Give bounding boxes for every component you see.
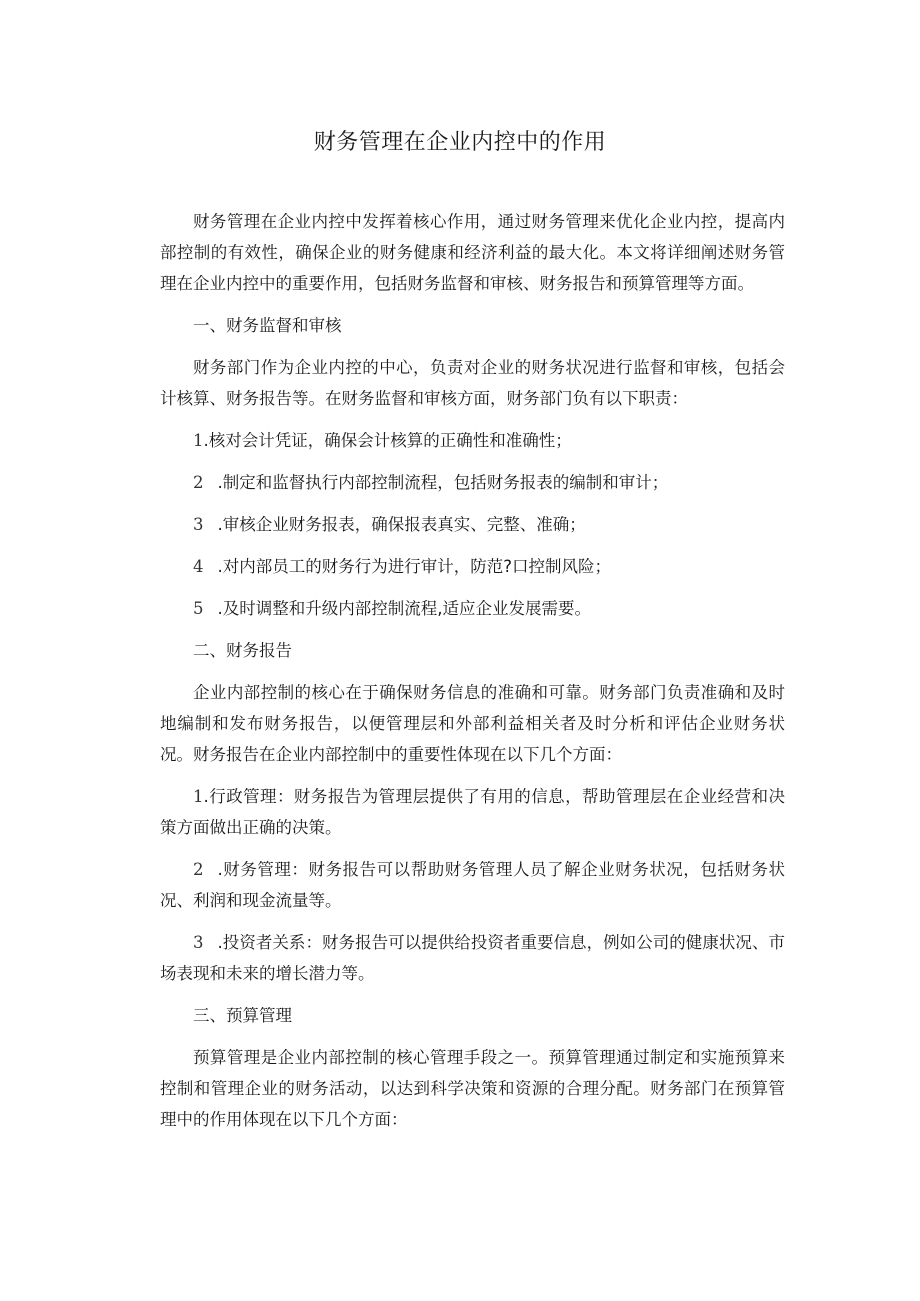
section-paragraph: 财务部门作为企业内控的中心，负责对企业的财务状况进行监督和审核，包括会计核算、财务报告等。在财务监督和审核方面，财务部门负有以下职责：: [160, 358, 785, 408]
list-item-number: 1: [193, 787, 204, 806]
section-heading: 三、预算管理: [193, 1006, 292, 1025]
list-item-number: 5: [193, 599, 204, 618]
list-item-number: 3: [193, 515, 204, 534]
list-item: [160, 425, 785, 456]
list-item-number: 1: [193, 431, 204, 450]
list-item: [160, 509, 785, 540]
section-paragraph: 预算管理是企业内部控制的核心管理手段之一。预算管理通过制定和实施预算来控制和管理企业的财务活动，以达到科学决策和资源的合理分配。财务部门在预算管理中的作用体现在以下几个方面：: [160, 1048, 785, 1129]
list-item-text: .制定和监督执行内部控制流程，包括财务报表的编制和审计；: [217, 473, 669, 492]
list-item-text: .核对会计凭证，确保会计核算的正确性和准确性；: [203, 431, 572, 450]
list-item: [160, 781, 785, 843]
section-paragraph: 企业内部控制的核心在于确保财务信息的准确和可靠。财务部门负责准确和及时地编制和发布财务报告，以便管理层和外部利益相关者及时分析和评估企业财务状况。财务报告在企业内部控制中的重要性体现在以下几个方面：: [160, 683, 785, 764]
list-item: [160, 927, 785, 989]
intro-paragraph: 财务管理在企业内控中发挥着核心作用，通过财务管理来优化企业内控，提高内部控制的有效性，确保企业的财务健康和经济利益的最大化。本文将详细阐述财务管理在企业内控中的重要作用，包括财务监督和审核、财务报告和预算管理等方面。: [160, 212, 785, 293]
list-item-text: .投资者关系：财务报告可以提供给投资者重要信息，例如公司的健康状况、市场表现和未来的增长潜力等。: [160, 933, 785, 983]
list-item-number: 3: [193, 933, 204, 952]
list-item-text: .行政管理：财务报告为管理层提供了有用的信息，帮助管理层在企业经营和决策方面做出正确的决策。: [160, 787, 785, 837]
list-item-text: .对内部员工的财务行为进行审计，防范?口控制风险；: [217, 557, 612, 576]
list-item: [160, 551, 785, 582]
document-title: 财务管理在企业内控中的作用: [313, 130, 607, 155]
section-heading: 一、财务监督和审核: [193, 316, 342, 335]
list-item-text: .及时调整和升级内部控制流程,适应企业发展需要。: [217, 599, 591, 618]
list-item: [160, 593, 785, 624]
list-item-number: 2: [193, 473, 204, 492]
list-item: [160, 854, 785, 916]
document-body: [160, 206, 785, 1146]
list-item-number: 2: [193, 860, 204, 879]
list-item-number: 4: [193, 557, 204, 576]
list-item: [160, 467, 785, 498]
list-item-text: .财务管理：财务报告可以帮助财务管理人员了解企业财务状况，包括财务状况、利润和现金流量等。: [160, 860, 785, 910]
list-item-text: .审核企业财务报表，确保报表真实、完整、准确；: [217, 515, 586, 534]
section-heading: 二、财务报告: [193, 641, 292, 660]
